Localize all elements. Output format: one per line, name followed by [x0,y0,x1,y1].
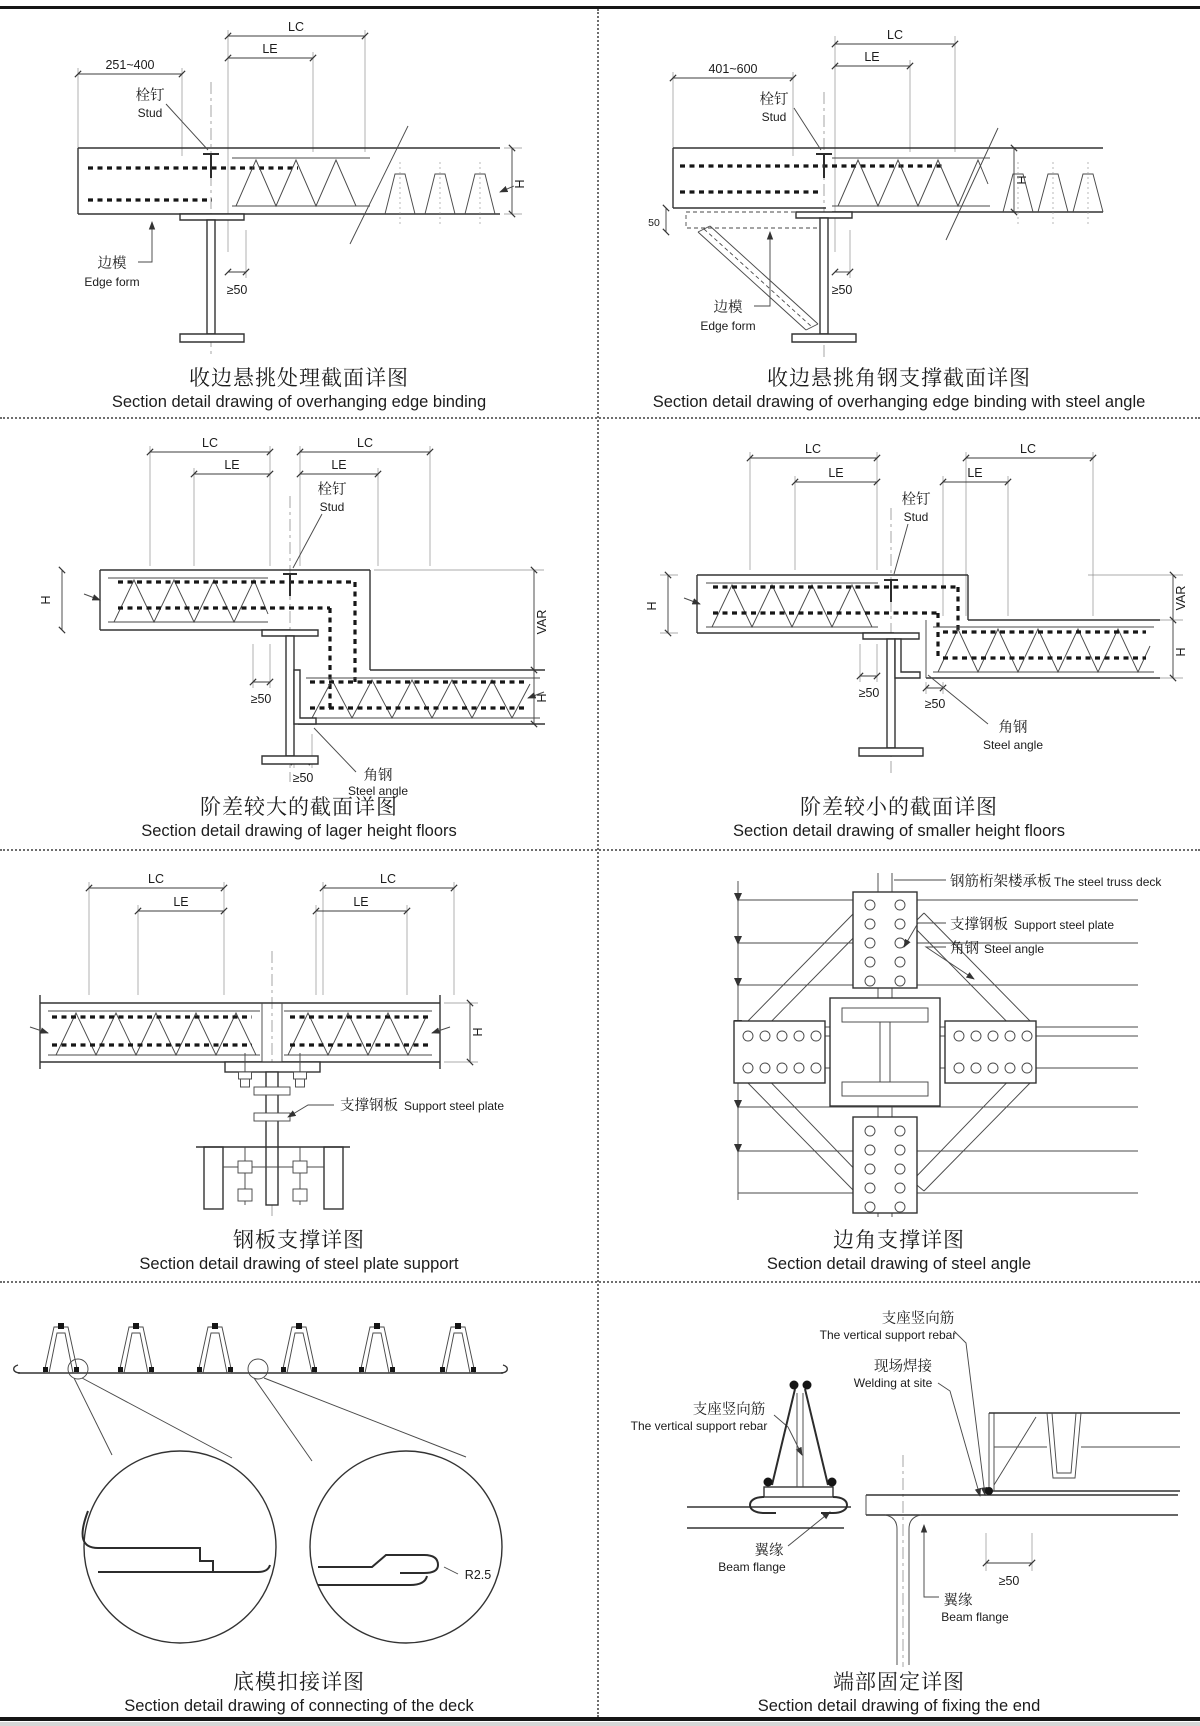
dim-label-min50: ≥50 [998,1574,1020,1588]
caption-panel-5 [0,1228,598,1275]
caption-8-en: Section detail drawing of fixing the end [757,1697,1041,1715]
dim-label-min50: ≥50 [858,686,880,700]
flange-label-2-en: Beam flange [941,1610,1009,1624]
stud-label-en: Stud [319,500,345,514]
dim-label-h-right: H [1174,647,1188,657]
caption-panel-8 [598,1670,1200,1717]
dim-label-min50: ≥50 [831,283,853,297]
caption-5-en: Section detail drawing of steel plate support [139,1255,459,1273]
dim-label-le: LE [262,42,278,56]
dim-label-lc-2: LC [357,436,373,450]
edge-form-leader [138,222,152,262]
break-line [946,128,998,240]
dim-label-le-2: LE [353,895,369,909]
extension-lines [150,446,544,768]
stud-leader [166,104,208,150]
steel-angle [895,639,920,678]
dim-label-lc-2: LC [1020,442,1036,456]
caption-6-cn: 边角支撑详图 [833,1229,965,1252]
dim-label-min50-2: ≥50 [292,771,314,785]
deck-label-en: The steel truss deck [1054,875,1162,889]
angle-label-en: Steel angle [982,738,1044,752]
rebar-label-2-cn: 支座竖向筋 [692,1402,766,1418]
detail-2-seam [318,1555,438,1585]
dim-label-range: 401~600 [708,62,758,76]
radius-label: R2.5 [464,1568,492,1582]
caption-4-en: Section detail drawing of smaller height floors [732,822,1065,840]
plate-leader [288,1105,334,1117]
dim-label-lc: LC [288,20,304,34]
steel-beam [792,212,856,342]
rebar-label-2-en: The vertical support rebar [630,1419,768,1433]
column-section [830,998,940,1106]
deck-profile [14,1323,508,1379]
stud [884,580,898,602]
stud-label-cn: 栓钉 [759,92,789,108]
panel-4-smaller-height-floors-drawing [598,430,1200,800]
edge-form-label-cn: 边模 [97,256,127,272]
dim-label-le: LE [828,466,844,480]
plate-label-cn: 支撑钢板 [340,1098,398,1114]
dim-label-h: H [513,179,527,189]
angle-label-en: Steel angle [347,784,409,798]
callout-leaders [74,1378,466,1461]
plate-label-en: Support steel plate [404,1099,505,1113]
top-rule [0,6,1200,9]
dim-label-var: VAR [1174,585,1188,611]
stud-leader [293,514,322,568]
weld-label-cn: 现场焊接 [874,1359,932,1375]
steel-beam [180,214,244,342]
rebar-label-1-en: The vertical support rebar [819,1328,957,1342]
dim-label-h-left: H [645,601,659,611]
angle-label-en: Steel angle [984,942,1045,956]
dim-label-le: LE [173,895,189,909]
dim-label-lc: LC [887,28,903,42]
dim-label-min50: ≥50 [226,283,248,297]
edge-form-label-en: Edge form [84,275,140,289]
row-divider-2 [0,849,1200,851]
dim-label-lc-2: LC [380,872,396,886]
angle-label-cn: 角钢 [998,720,1028,736]
slab-and-deck [673,128,1103,240]
page-edge [0,1722,1200,1726]
caption-4-cn: 阶差较小的截面详图 [800,796,998,819]
caption-8-cn: 端部固定详图 [833,1671,965,1694]
dim-label-var: VAR [535,609,549,635]
caption-panel-7 [0,1670,598,1717]
rebar-label-1-cn: 支座竖向筋 [881,1311,955,1327]
lower-slab [298,670,545,724]
stud-label-en: Stud [761,110,787,124]
caption-panel-6 [598,1228,1200,1275]
upper-slab [684,575,968,658]
dim-label-50: 50 [648,217,660,229]
dim-label-le-2: LE [331,458,347,472]
deck-label-cn: 钢筋桁架楼承板 [950,874,1052,890]
radius-leader [444,1567,458,1574]
caption-5-cn: 钢板支撑详图 [233,1229,365,1252]
plate-label-cn: 支撑钢板 [950,917,1008,933]
stud-label-en: Stud [903,510,929,524]
dim-label-min50: ≥50 [250,692,272,706]
panel-3-larger-height-floors-drawing [0,430,598,800]
caption-7-cn: 底模扣接详图 [233,1671,365,1694]
row-divider-3 [0,1281,1200,1283]
caption-2-cn: 收边悬挑角钢支撑截面详图 [767,367,1031,390]
caption-1-cn: 收边悬挑处理截面详图 [189,367,409,390]
stud-label-en: Stud [137,106,163,120]
caption-3-en: Section detail drawing of lager height floors [141,822,457,840]
dim-label-h: H [1015,175,1029,185]
panel-5-steel-plate-support-drawing [0,855,598,1225]
stud-label-cn: 栓钉 [901,492,931,508]
edge-form-label-en: Edge form [700,319,756,333]
edge-form-label-cn: 边模 [713,300,743,316]
stud [816,154,832,178]
detail-1-seam [83,1511,270,1572]
caption-3-cn: 阶差较大的截面详图 [200,796,398,819]
angle-label-cn: 角钢 [950,941,979,957]
min50-dimension [986,1533,1032,1588]
plate-label-en: Support steel plate [1014,918,1115,932]
flange-label-2-cn: 翼缘 [943,1593,973,1609]
flange-label-1-cn: 翼缘 [754,1543,784,1559]
caption-7-en: Section detail drawing of connecting of the deck [124,1697,474,1715]
panel-8-end-fixing-drawing [598,1285,1200,1669]
dim-label-h-left: H [39,595,53,605]
caption-2-en: Section detail drawing of overhanging edge binding with steel angle [652,393,1146,411]
angle-leader [314,728,356,772]
seam-callout-2 [248,1359,268,1379]
dim-label-le: LE [864,50,880,64]
bottom-rule [0,1717,1200,1721]
caption-6-en: Section detail drawing of steel angle [766,1255,1032,1273]
detail-circle-2 [310,1451,502,1643]
site-weld-dot [985,1487,993,1495]
stud-label-cn: 栓钉 [135,88,165,104]
row-divider-1 [0,417,1200,419]
dim-label-range: 251~400 [105,58,155,72]
weld-label-en: Welding at site [853,1376,933,1390]
caption-panel-2 [598,366,1200,413]
dim-label-h-right: H [535,693,549,703]
break-line [350,126,408,244]
stud-leader [894,524,908,574]
welded-end-figure [866,1413,1180,1667]
dim-label-lc: LC [805,442,821,456]
dim-label-le: LE [224,458,240,472]
extension-lines [89,882,478,1062]
panel-2-edge-binding-steel-angle-drawing [598,16,1200,368]
slab-and-deck [78,126,514,244]
caption-panel-3 [0,795,598,842]
dim-label-min50-2: ≥50 [924,697,946,711]
panel-1-overhanging-edge-binding-drawing [0,16,598,368]
stud [203,154,219,178]
caption-panel-4 [598,795,1200,842]
dim-label-h: H [471,1027,485,1037]
dim-label-le-2: LE [967,466,983,480]
stud [283,574,297,596]
angle-label-cn: 角钢 [363,768,393,784]
stud-leader [794,108,821,150]
dim-label-lc: LC [148,872,164,886]
upper-slab [84,570,370,708]
truss-deck [30,995,450,1069]
splice-and-plate [225,1053,320,1205]
flange-label-1-en: Beam flange [718,1560,786,1574]
caption-panel-1 [0,366,598,413]
panel-6-corner-angle-support-plan [598,855,1200,1225]
caption-1-en: Section detail drawing of overhanging edge binding [111,393,487,411]
dimension-lines [89,888,470,1062]
panel-7-deck-connection-drawing [0,1285,598,1669]
dim-label-lc: LC [202,436,218,450]
stud-label-cn: 栓钉 [317,482,347,498]
lower-slab [926,620,1160,678]
